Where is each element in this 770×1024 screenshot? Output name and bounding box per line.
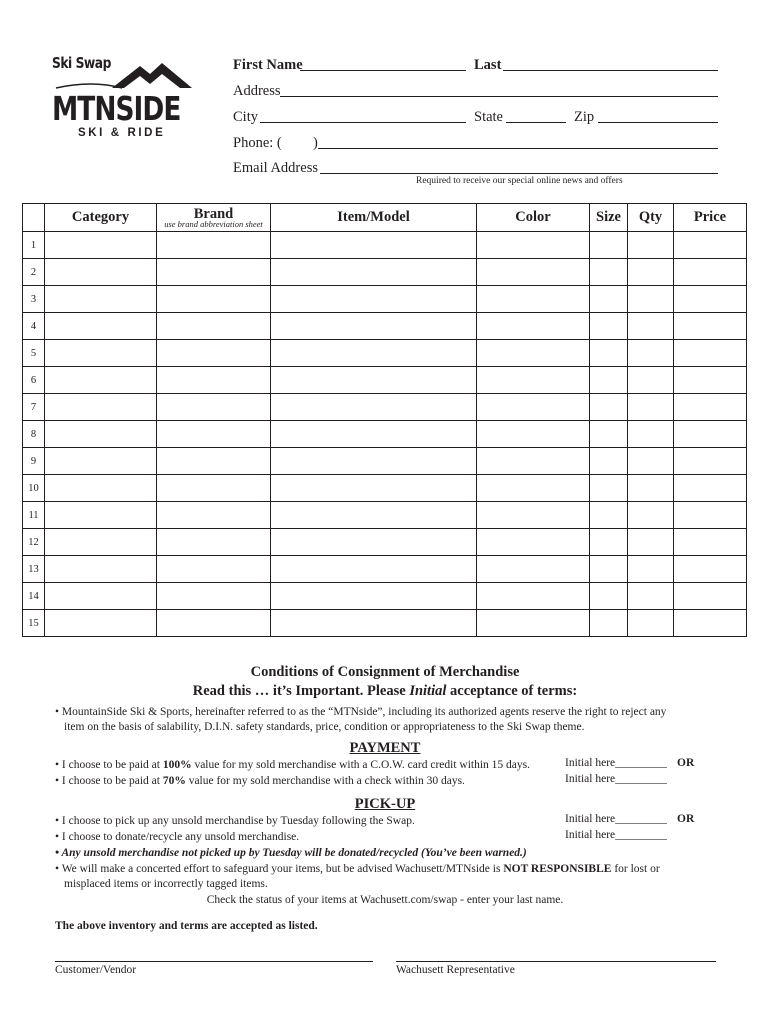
color-cell[interactable] bbox=[477, 232, 590, 259]
effort-text-c: for lost or bbox=[611, 863, 660, 875]
category-cell[interactable] bbox=[45, 232, 157, 259]
pickup-option-2: • I choose to donate/recycle any unsold merchandise. bbox=[55, 831, 300, 843]
brand-cell[interactable] bbox=[157, 448, 271, 475]
payment-or: OR bbox=[677, 757, 695, 769]
category-cell[interactable] bbox=[45, 313, 157, 340]
color-cell[interactable] bbox=[477, 448, 590, 475]
qty-cell[interactable] bbox=[628, 286, 674, 313]
qty-cell[interactable] bbox=[628, 421, 674, 448]
mtnside-logo bbox=[52, 52, 198, 144]
pickup-initial-1[interactable]: Initial here_________ bbox=[565, 813, 667, 825]
table-row bbox=[23, 367, 747, 394]
state-field[interactable] bbox=[506, 122, 566, 123]
price-cell[interactable] bbox=[674, 232, 747, 259]
pickup-or: OR bbox=[677, 813, 695, 825]
brand-cell[interactable] bbox=[157, 367, 271, 394]
qty-cell[interactable] bbox=[628, 556, 674, 583]
color-cell[interactable] bbox=[477, 340, 590, 367]
brand-cell[interactable] bbox=[157, 583, 271, 610]
price-cell[interactable] bbox=[674, 502, 747, 529]
color-cell[interactable] bbox=[477, 529, 590, 556]
color-cell[interactable] bbox=[477, 313, 590, 340]
price-cell[interactable] bbox=[674, 394, 747, 421]
qty-cell[interactable] bbox=[628, 529, 674, 556]
logo-brand: MTNSIDE bbox=[52, 89, 181, 128]
pickup-initial-2[interactable]: Initial here_________ bbox=[565, 829, 667, 841]
item-model-cell[interactable] bbox=[271, 232, 477, 259]
city-label: City bbox=[233, 109, 258, 125]
row-number: 1 bbox=[23, 232, 45, 259]
first-name-label: First Name bbox=[233, 57, 303, 73]
row-number: 10 bbox=[23, 475, 45, 502]
item-model-cell[interactable] bbox=[271, 448, 477, 475]
row-number: 12 bbox=[23, 529, 45, 556]
price-cell[interactable] bbox=[674, 610, 747, 637]
customer-signature-line[interactable] bbox=[55, 961, 373, 962]
item-model-cell[interactable] bbox=[271, 502, 477, 529]
item-model-cell[interactable] bbox=[271, 583, 477, 610]
size-cell[interactable] bbox=[590, 232, 628, 259]
pickup-title: PICK-UP bbox=[354, 796, 416, 812]
size-cell[interactable] bbox=[590, 367, 628, 394]
payment-opt1-percent: 100% bbox=[162, 759, 192, 771]
row-number: 9 bbox=[23, 448, 45, 475]
color-cell[interactable] bbox=[477, 259, 590, 286]
price-cell[interactable] bbox=[674, 421, 747, 448]
brand-cell[interactable] bbox=[157, 475, 271, 502]
category-cell[interactable] bbox=[45, 286, 157, 313]
item-model-cell[interactable] bbox=[271, 313, 477, 340]
brand-cell[interactable] bbox=[157, 286, 271, 313]
item-model-header: Item/Model bbox=[271, 204, 477, 232]
payment-option-70 bbox=[55, 773, 465, 789]
row-number: 14 bbox=[23, 583, 45, 610]
size-header: Size bbox=[590, 204, 628, 232]
subtitle-initial: Initial bbox=[409, 683, 447, 699]
subtitle-part-c: acceptance of terms: bbox=[446, 683, 578, 699]
table-row bbox=[23, 259, 747, 286]
category-cell[interactable] bbox=[45, 583, 157, 610]
qty-cell[interactable] bbox=[628, 502, 674, 529]
state-label: State bbox=[474, 109, 503, 125]
qty-cell[interactable] bbox=[628, 610, 674, 637]
table-row bbox=[23, 421, 747, 448]
payment-title: PAYMENT bbox=[349, 740, 421, 756]
category-cell[interactable] bbox=[45, 259, 157, 286]
zip-label: Zip bbox=[574, 109, 595, 125]
category-cell[interactable] bbox=[45, 475, 157, 502]
color-cell[interactable] bbox=[477, 421, 590, 448]
rep-signature-label: Wachusett Representative bbox=[396, 964, 515, 976]
category-cell[interactable] bbox=[45, 394, 157, 421]
logo-tagline: Ski Swap bbox=[52, 54, 111, 72]
size-cell[interactable] bbox=[590, 475, 628, 502]
price-cell[interactable] bbox=[674, 367, 747, 394]
color-header: Color bbox=[477, 204, 590, 232]
item-model-cell[interactable] bbox=[271, 475, 477, 502]
size-cell[interactable] bbox=[590, 529, 628, 556]
brand-cell[interactable] bbox=[157, 610, 271, 637]
qty-header: Qty bbox=[628, 204, 674, 232]
inventory-table bbox=[22, 203, 746, 637]
category-cell[interactable] bbox=[45, 529, 157, 556]
qty-cell[interactable] bbox=[628, 583, 674, 610]
check-status-text: Check the status of your items at Wachusett.com/swap - enter your last name. bbox=[206, 894, 564, 906]
color-cell[interactable] bbox=[477, 367, 590, 394]
row-number: 13 bbox=[23, 556, 45, 583]
pickup-option-1: • I choose to pick up any unsold merchandise by Tuesday following the Swap. bbox=[55, 815, 415, 827]
price-cell[interactable] bbox=[674, 313, 747, 340]
last-name-field[interactable] bbox=[503, 70, 718, 71]
phone-field[interactable] bbox=[318, 148, 718, 149]
size-cell[interactable] bbox=[590, 394, 628, 421]
category-cell[interactable] bbox=[45, 448, 157, 475]
color-cell[interactable] bbox=[477, 394, 590, 421]
intro-line-1: • MountainSide Ski & Sports, hereinafter referred to as the “MTNside”, including its authorized agents reserve the right to reject any bbox=[55, 706, 667, 718]
price-cell[interactable] bbox=[674, 475, 747, 502]
size-cell[interactable] bbox=[590, 610, 628, 637]
qty-cell[interactable] bbox=[628, 394, 674, 421]
table-row bbox=[23, 475, 747, 502]
intro-line-2: item on the basis of salability, D.I.N. safety standards, price, condition or appropriateness to the Ski Swap theme. bbox=[64, 721, 585, 733]
size-cell[interactable] bbox=[590, 313, 628, 340]
brand-cell[interactable] bbox=[157, 232, 271, 259]
brand-header bbox=[157, 204, 271, 232]
qty-cell[interactable] bbox=[628, 232, 674, 259]
category-cell[interactable] bbox=[45, 340, 157, 367]
item-model-cell[interactable] bbox=[271, 286, 477, 313]
price-cell[interactable] bbox=[674, 286, 747, 313]
size-cell[interactable] bbox=[590, 502, 628, 529]
price-cell[interactable] bbox=[674, 448, 747, 475]
item-model-cell[interactable] bbox=[271, 556, 477, 583]
category-cell[interactable] bbox=[45, 421, 157, 448]
address-label: Address bbox=[233, 83, 281, 99]
email-field[interactable] bbox=[320, 173, 718, 174]
brand-cell[interactable] bbox=[157, 394, 271, 421]
conditions-subtitle bbox=[0, 683, 770, 700]
brand-cell[interactable] bbox=[157, 421, 271, 448]
table-row bbox=[23, 394, 747, 421]
category-cell[interactable] bbox=[45, 610, 157, 637]
brand-cell[interactable] bbox=[157, 502, 271, 529]
table-row bbox=[23, 286, 747, 313]
item-model-cell[interactable] bbox=[271, 367, 477, 394]
qty-cell[interactable] bbox=[628, 367, 674, 394]
row-number: 11 bbox=[23, 502, 45, 529]
accepted-statement: The above inventory and terms are accepted as listed. bbox=[55, 920, 318, 932]
qty-cell[interactable] bbox=[628, 340, 674, 367]
row-number: 4 bbox=[23, 313, 45, 340]
table-header-row bbox=[23, 204, 747, 232]
zip-field[interactable] bbox=[598, 122, 718, 123]
item-model-cell[interactable] bbox=[271, 529, 477, 556]
item-model-cell[interactable] bbox=[271, 394, 477, 421]
price-header: Price bbox=[674, 204, 747, 232]
price-cell[interactable] bbox=[674, 529, 747, 556]
table-row bbox=[23, 340, 747, 367]
table-row bbox=[23, 556, 747, 583]
payment-opt2-text-a: • I choose to be paid at bbox=[55, 775, 163, 787]
brand-cell[interactable] bbox=[157, 529, 271, 556]
brand-cell[interactable] bbox=[157, 340, 271, 367]
table-row bbox=[23, 529, 747, 556]
size-cell[interactable] bbox=[590, 556, 628, 583]
customer-signature-label: Customer/Vendor bbox=[55, 964, 137, 976]
row-number: 15 bbox=[23, 610, 45, 637]
payment-option-100 bbox=[55, 757, 530, 773]
row-number: 5 bbox=[23, 340, 45, 367]
row-number: 2 bbox=[23, 259, 45, 286]
payment-opt2-text-c: value for my sold merchandise with a check within 30 days. bbox=[185, 775, 465, 787]
size-cell[interactable] bbox=[590, 448, 628, 475]
pickup-effort-2: misplaced items or incorrectly tagged items. bbox=[64, 878, 268, 890]
table-row bbox=[23, 232, 747, 259]
phone-paren: ) bbox=[313, 135, 318, 151]
row-number: 8 bbox=[23, 421, 45, 448]
size-cell[interactable] bbox=[590, 259, 628, 286]
item-model-cell[interactable] bbox=[271, 340, 477, 367]
size-cell[interactable] bbox=[590, 421, 628, 448]
last-name-label: Last bbox=[474, 57, 502, 73]
row-number: 6 bbox=[23, 367, 45, 394]
subtitle-part-a: Read this … it’s Important. Please bbox=[192, 683, 410, 699]
city-field[interactable] bbox=[260, 122, 466, 123]
table-row bbox=[23, 610, 747, 637]
qty-cell[interactable] bbox=[628, 313, 674, 340]
price-cell[interactable] bbox=[674, 583, 747, 610]
item-model-cell[interactable] bbox=[271, 259, 477, 286]
size-cell[interactable] bbox=[590, 286, 628, 313]
color-cell[interactable] bbox=[477, 475, 590, 502]
pickup-effort-1 bbox=[55, 861, 660, 877]
not-responsible: NOT RESPONSIBLE bbox=[503, 863, 612, 875]
row-number: 7 bbox=[23, 394, 45, 421]
effort-text-a: • We will make a concerted effort to safeguard your items, but be advised Wachusett/MTNside is bbox=[55, 863, 504, 875]
conditions-title: Conditions of Consignment of Merchandise bbox=[250, 664, 520, 680]
item-model-cell[interactable] bbox=[271, 610, 477, 637]
row-number-header bbox=[23, 204, 45, 232]
brand-header-label: Brand bbox=[193, 205, 234, 222]
first-name-field[interactable] bbox=[300, 70, 466, 71]
payment-opt1-text-a: • I choose to be paid at bbox=[55, 759, 163, 771]
color-cell[interactable] bbox=[477, 502, 590, 529]
color-cell[interactable] bbox=[477, 583, 590, 610]
color-cell[interactable] bbox=[477, 556, 590, 583]
logo-subtitle: SKI & RIDE bbox=[78, 127, 166, 139]
row-number: 3 bbox=[23, 286, 45, 313]
category-header: Category bbox=[45, 204, 157, 232]
size-cell[interactable] bbox=[590, 340, 628, 367]
price-cell[interactable] bbox=[674, 556, 747, 583]
size-cell[interactable] bbox=[590, 583, 628, 610]
table-row bbox=[23, 583, 747, 610]
category-cell[interactable] bbox=[45, 367, 157, 394]
category-cell[interactable] bbox=[45, 502, 157, 529]
brand-cell[interactable] bbox=[157, 556, 271, 583]
brand-cell[interactable] bbox=[157, 259, 271, 286]
table-row bbox=[23, 448, 747, 475]
color-cell[interactable] bbox=[477, 286, 590, 313]
qty-cell[interactable] bbox=[628, 448, 674, 475]
address-field[interactable] bbox=[280, 96, 718, 97]
pickup-warning: • Any unsold merchandise not picked up by Tuesday will be donated/recycled (You’ve been warned.) bbox=[55, 847, 527, 859]
price-cell[interactable] bbox=[674, 340, 747, 367]
payment-opt1-text-c: value for my sold merchandise with a C.O.W. card credit within 15 days. bbox=[191, 759, 530, 771]
payment-initial-2[interactable]: Initial here_________ bbox=[565, 773, 667, 785]
email-note: Required to receive our special online news and offers bbox=[416, 176, 623, 186]
category-cell[interactable] bbox=[45, 556, 157, 583]
table-row bbox=[23, 313, 747, 340]
qty-cell[interactable] bbox=[628, 259, 674, 286]
email-label: Email Address bbox=[233, 160, 318, 176]
table-row bbox=[23, 502, 747, 529]
rep-signature-line[interactable] bbox=[396, 961, 716, 962]
payment-initial-1[interactable]: Initial here_________ bbox=[565, 757, 667, 769]
item-model-cell[interactable] bbox=[271, 421, 477, 448]
qty-cell[interactable] bbox=[628, 475, 674, 502]
price-cell[interactable] bbox=[674, 259, 747, 286]
brand-header-note: use brand abbreviation sheet bbox=[164, 219, 263, 229]
brand-cell[interactable] bbox=[157, 313, 271, 340]
phone-label: Phone: ( bbox=[233, 135, 282, 151]
color-cell[interactable] bbox=[477, 610, 590, 637]
payment-opt2-percent: 70% bbox=[162, 775, 186, 787]
